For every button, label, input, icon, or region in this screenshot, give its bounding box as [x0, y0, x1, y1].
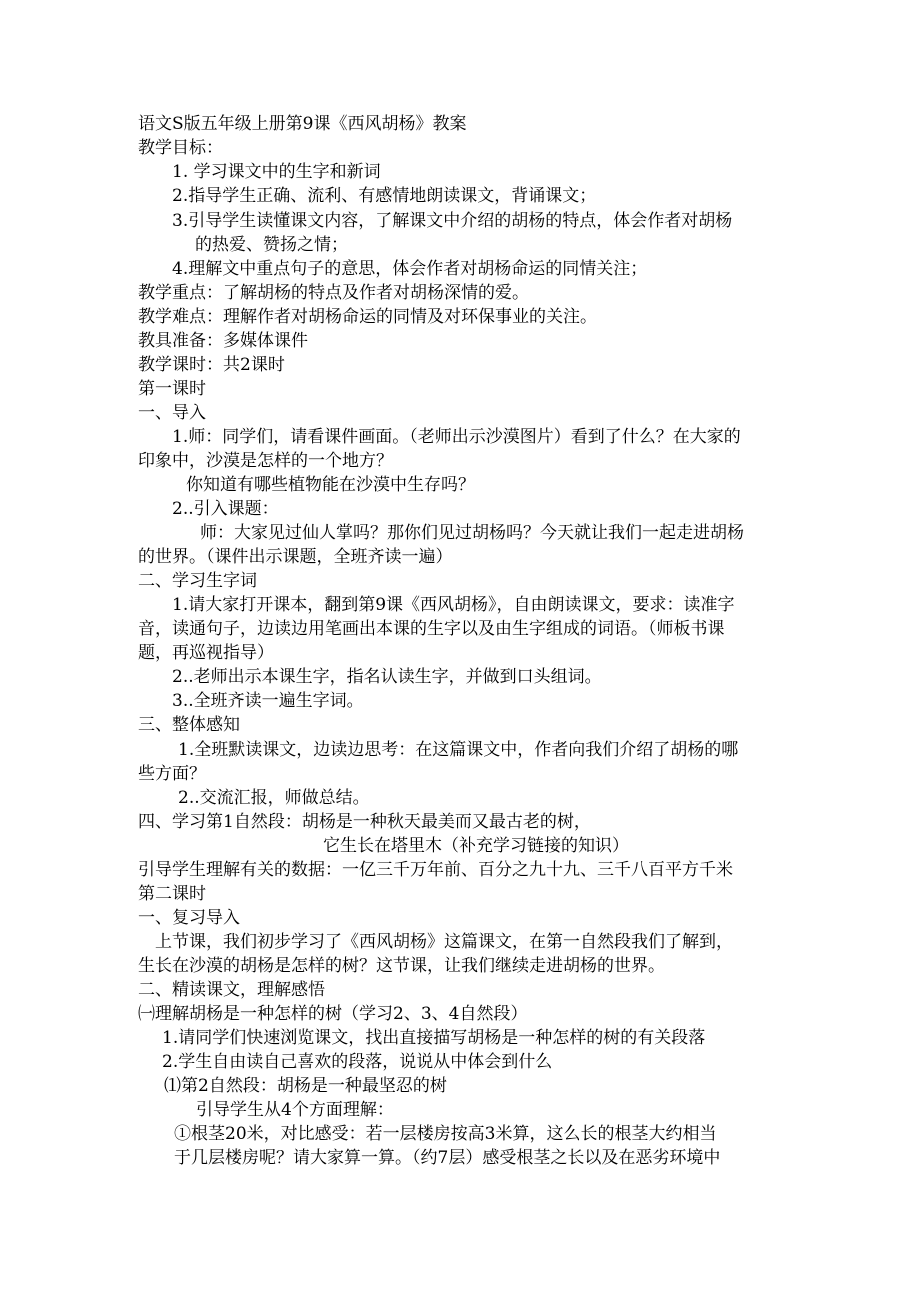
text-line: 一、复习导入 — [138, 908, 240, 928]
text-line: 2..交流汇报，师做总结。 — [178, 788, 370, 808]
text-line: 第一课时 — [138, 379, 206, 399]
text-line: 1.全班默读课文，边读边思考：在这篇课文中，作者向我们介绍了胡杨的哪 — [178, 740, 739, 760]
text-line: ①根茎20米，对比感受：若一层楼房按高3米算，这么长的根茎大约相当 — [174, 1124, 717, 1144]
text-line: 1.请大家打开课本，翻到第9课《西风胡杨》，自由朗读课文，要求：读准字 — [172, 595, 735, 615]
text-line: ㈠理解胡杨是一种怎样的树（学习2、3、4自然段） — [138, 1004, 528, 1024]
text-line: 一、导入 — [138, 403, 206, 423]
text-line: 二、学习生字词 — [138, 571, 257, 591]
text-line: 1. 学习课文中的生字和新词 — [172, 162, 381, 182]
text-line: 三、整体感知 — [138, 715, 240, 735]
text-line: 2.学生自由读自己喜欢的段落，说说从中体会到什么 — [162, 1052, 553, 1072]
document-title: 语文S版五年级上册第9课《西风胡杨》教案 — [138, 114, 467, 134]
text-line: 它生长在塔里木（补充学习链接的知识） — [323, 836, 629, 856]
text-line: 题，再巡视指导） — [138, 643, 274, 663]
text-line: 3..全班齐读一遍生字词。 — [172, 691, 364, 711]
text-line: 于几层楼房呢？请大家算一算。（约7层）感受根茎之长以及在恶劣环境中 — [174, 1148, 721, 1168]
text-line: 生长在沙漠的胡杨是怎样的树？这节课，让我们继续走进胡杨的世界。 — [138, 956, 665, 976]
text-line: 2..引入课题： — [172, 499, 279, 519]
text-line: 2.指导学生正确、流利、有感情地朗读课文，背诵课文； — [172, 186, 597, 206]
text-line: 音，读通句子，边读边用笔画出本课的生字以及由生字组成的词语。（师板书课 — [138, 619, 725, 639]
text-line: 教学难点：理解作者对胡杨命运的同情及对环保事业的关注。 — [138, 307, 597, 327]
text-line: 二、精读课文，理解感悟 — [138, 980, 325, 1000]
text-line: 第二课时 — [138, 884, 206, 904]
text-line: 教学课时：共2课时 — [138, 355, 285, 375]
text-line: 引导学生从4个方面理解： — [196, 1100, 394, 1120]
text-line: 1.师：同学们，请看课件画面。（老师出示沙漠图片）看到了什么？在大家的 — [172, 427, 741, 447]
text-line: 的世界。（课件出示课题，全班齐读一遍） — [138, 547, 453, 567]
text-line: 1.请同学们快速浏览课文，找出直接描写胡杨是一种怎样的树的有关段落 — [162, 1028, 706, 1048]
text-line: 些方面？ — [138, 764, 206, 784]
text-line: 四、学习第1自然段：胡杨是一种秋天最美而又最古老的树， — [138, 812, 591, 832]
text-line: 2..老师出示本课生字，指名认读生字，并做到口头组词。 — [172, 667, 602, 687]
text-line: 教具准备：多媒体课件 — [138, 331, 308, 351]
text-line: 的热爱、赞扬之情； — [195, 235, 348, 255]
text-line: 教学目标： — [138, 138, 223, 158]
text-line: 你知道有哪些植物能在沙漠中生存吗？ — [186, 475, 475, 495]
text-line: 教学重点：了解胡杨的特点及作者对胡杨深情的爱。 — [138, 283, 529, 303]
text-line: 印象中，沙漠是怎样的一个地方？ — [138, 451, 393, 471]
text-line: 3.引导学生读懂课文内容，了解课文中介绍的胡杨的特点，体会作者对胡杨 — [172, 211, 733, 231]
text-line: 上节课，我们初步学习了《西风胡杨》这篇课文，在第一自然段我们了解到， — [155, 932, 733, 952]
text-line: 4.理解文中重点句子的意思，体会作者对胡杨命运的同情关注； — [172, 259, 648, 279]
text-line: 引导学生理解有关的数据：一亿三千万年前、百分之九十九、三千八百平方千米 — [138, 860, 733, 880]
text-line: ⑴第2自然段：胡杨是一种最坚忍的树 — [164, 1076, 447, 1096]
text-line: 师：大家见过仙人掌吗？那你们见过胡杨吗？今天就让我们一起走进胡杨 — [200, 523, 744, 543]
